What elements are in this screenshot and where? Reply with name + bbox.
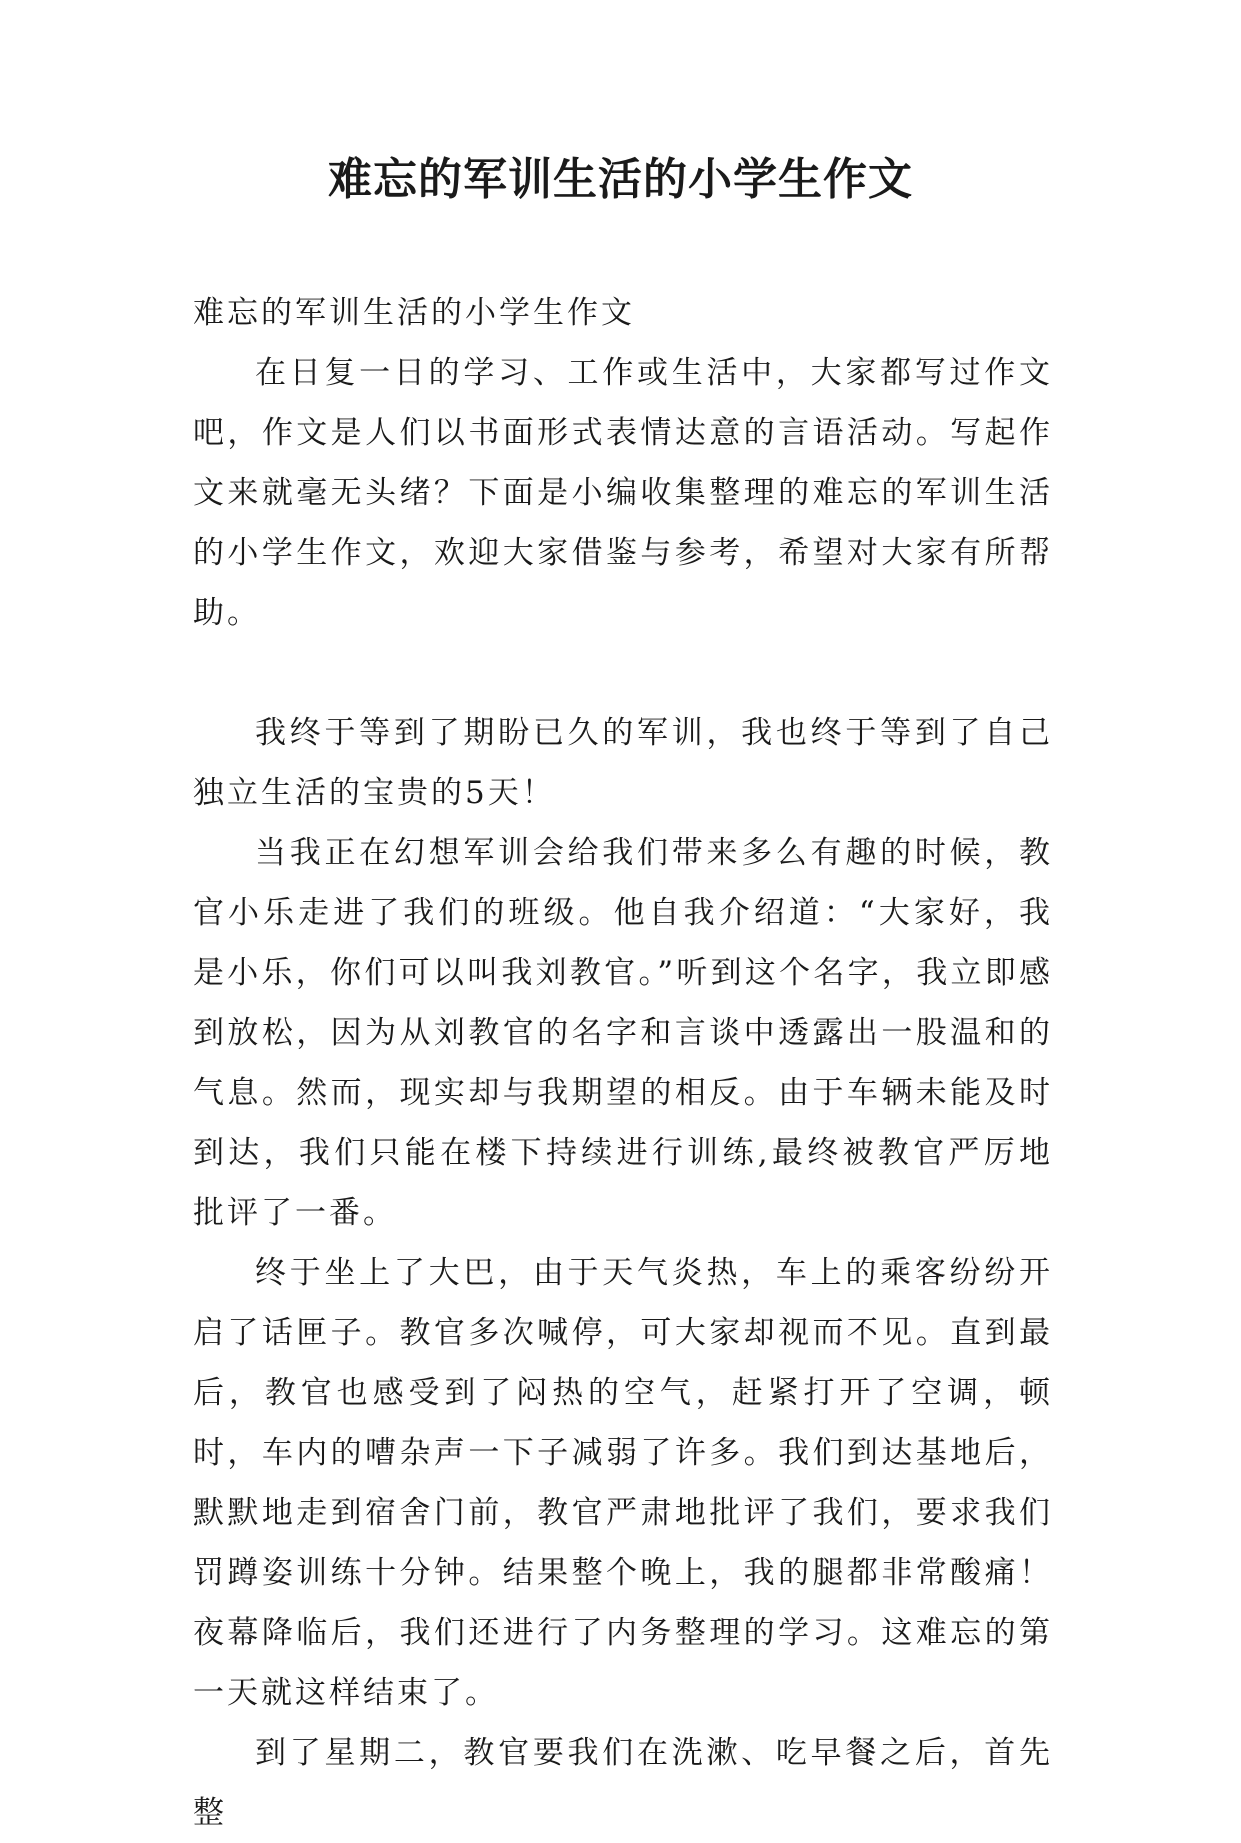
- paragraph: 终于坐上了大巴，由于天气炎热，车上的乘客纷纷开启了话匣子。教官多次喊停，可大家却视而不见。直到最后，教官也感受到了闷热的空气，赶紧打开了空调，顿时，车内的嘈杂声一下子减弱了许多。我们到达基地后，默默地走到宿舍门前，教官严肃地批评了我们，要求我们罚蹲姿训练十分钟。结果整个晚上，我的腿都非常酸痛！夜幕降临后，我们还进行了内务整理的学习。这难忘的第一天就这样结束了。: [193, 1255, 1053, 1711]
- document-subtitle: 难忘的军训生活的小学生作文: [193, 295, 635, 331]
- paragraph-intro: 在日复一日的学习、工作或生活中，大家都写过作文吧，作文是人们以书面形式表情达意的言语活动。写起作文来就毫无头绪？下面是小编收集整理的难忘的军训生活的小学生作文，欢迎大家借鉴与参考，希望对大家有所帮助。: [193, 355, 1053, 631]
- paragraph: 我终于等到了期盼已久的军训，我也终于等到了自己独立生活的宝贵的5天！: [193, 715, 1053, 811]
- paragraph: 到了星期二，教官要我们在洗漱、吃早餐之后，首先整: [193, 1735, 1053, 1831]
- paragraph: 当我正在幻想军训会给我们带来多么有趣的时候，教官小乐走进了我们的班级。他自我介绍道：“大家好，我是小乐，你们可以叫我刘教官。”听到这个名字，我立即感到放松，因为从刘教官的名字和言谈中透露出一股温和的气息。然而，现实却与我期望的相反。由于车辆未能及时到达，我们只能在楼下持续进行训练,最终被教官严厉地批评了一番。: [193, 835, 1053, 1231]
- document-body: [193, 283, 1053, 1843]
- document-title: 难忘的军训生活的小学生作文: [328, 154, 913, 205]
